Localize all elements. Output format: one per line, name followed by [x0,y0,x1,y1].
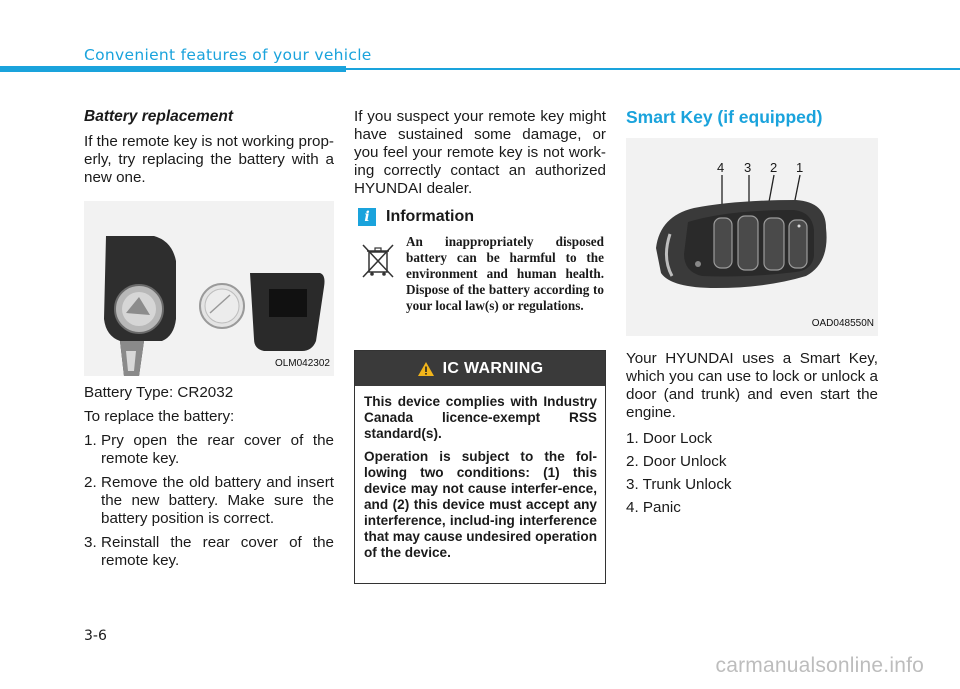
remote-key-open-illustration [84,201,334,376]
list-item: 3. Reinstall the rear cover of the remote key. [84,534,334,569]
button-number-label: 3 [744,160,752,175]
smart-key-illustration [626,138,878,336]
ic-warning-title: IC WARNING [442,359,544,377]
list-item: 1. Pry open the rear cover of the remote key. [84,432,334,467]
smart-key-functions-list [626,430,878,517]
info-icon: i [358,208,376,226]
page-number: 3-6 [84,628,107,644]
information-heading [354,208,606,226]
ic-warning-header [355,351,605,386]
battery-steps-list [84,432,334,570]
information-body [354,234,606,314]
smart-key-figure [626,138,878,336]
list-item: 3. Trunk Unlock [626,476,732,493]
battery-figure-caption: OLM042302 [274,358,330,369]
smart-key-figure-caption: OAD048550N [811,318,874,329]
list-item: 2. Door Unlock [626,453,727,470]
battery-type-text: Battery Type: CR2032 [84,384,234,401]
ic-warning-paragraph: Operation is subject to the fol-lowing two conditions: (1) this device may not cause interfer-ence, and (2) this device must accept any interference, includ-ing interference that may cause undesired operation of the device. [364,449,597,560]
section-header-title: Convenient features of your vehicle [84,46,372,64]
button-number-label: 2 [770,160,778,175]
ic-warning-body [355,386,605,561]
button-number-label: 1 [796,160,804,175]
information-text: An inappropriately disposed battery can be harmful to the environment and human health. Dispose of the battery according to your local law(s) or regulations. [406,234,604,313]
smart-key-description: Your HYUNDAI uses a Smart Key, which you can use to lock or unlock a door (and trunk) and even start the engine. [626,350,878,421]
list-item: 4. Panic [626,499,681,516]
steps-intro-text: To replace the battery: [84,408,235,425]
battery-intro-text: If the remote key is not working prop-erly, try replacing the battery with a new one. [84,133,334,186]
battery-figure [84,201,334,376]
list-item: 2. Remove the old battery and insert the new battery. Make sure the battery position is correct. [84,474,334,527]
information-title: Information [386,208,474,225]
site-watermark: carmanualsonline.info [715,654,924,677]
smart-key-column [626,108,878,522]
crossed-bin-icon [358,240,398,280]
button-number-label: 4 [717,160,725,175]
header-accent-bar [0,66,346,72]
warning-triangle-icon [417,361,435,377]
battery-replacement-column [84,108,334,576]
ic-warning-paragraph: This device complies with Industry Canada licence-exempt RSS standard(s). [364,394,597,441]
damage-advice-text: If you suspect your remote key might have sustained some damage, or you feel your remote key is not work-ing correctly contact an authorized HYUNDAI dealer. [354,108,606,197]
battery-replacement-heading: Battery replacement [84,108,234,125]
list-item: 1. Door Lock [626,430,713,447]
ic-warning-box [354,350,606,584]
smart-key-title: Smart Key (if equipped) [626,107,823,127]
middle-column [354,108,606,314]
